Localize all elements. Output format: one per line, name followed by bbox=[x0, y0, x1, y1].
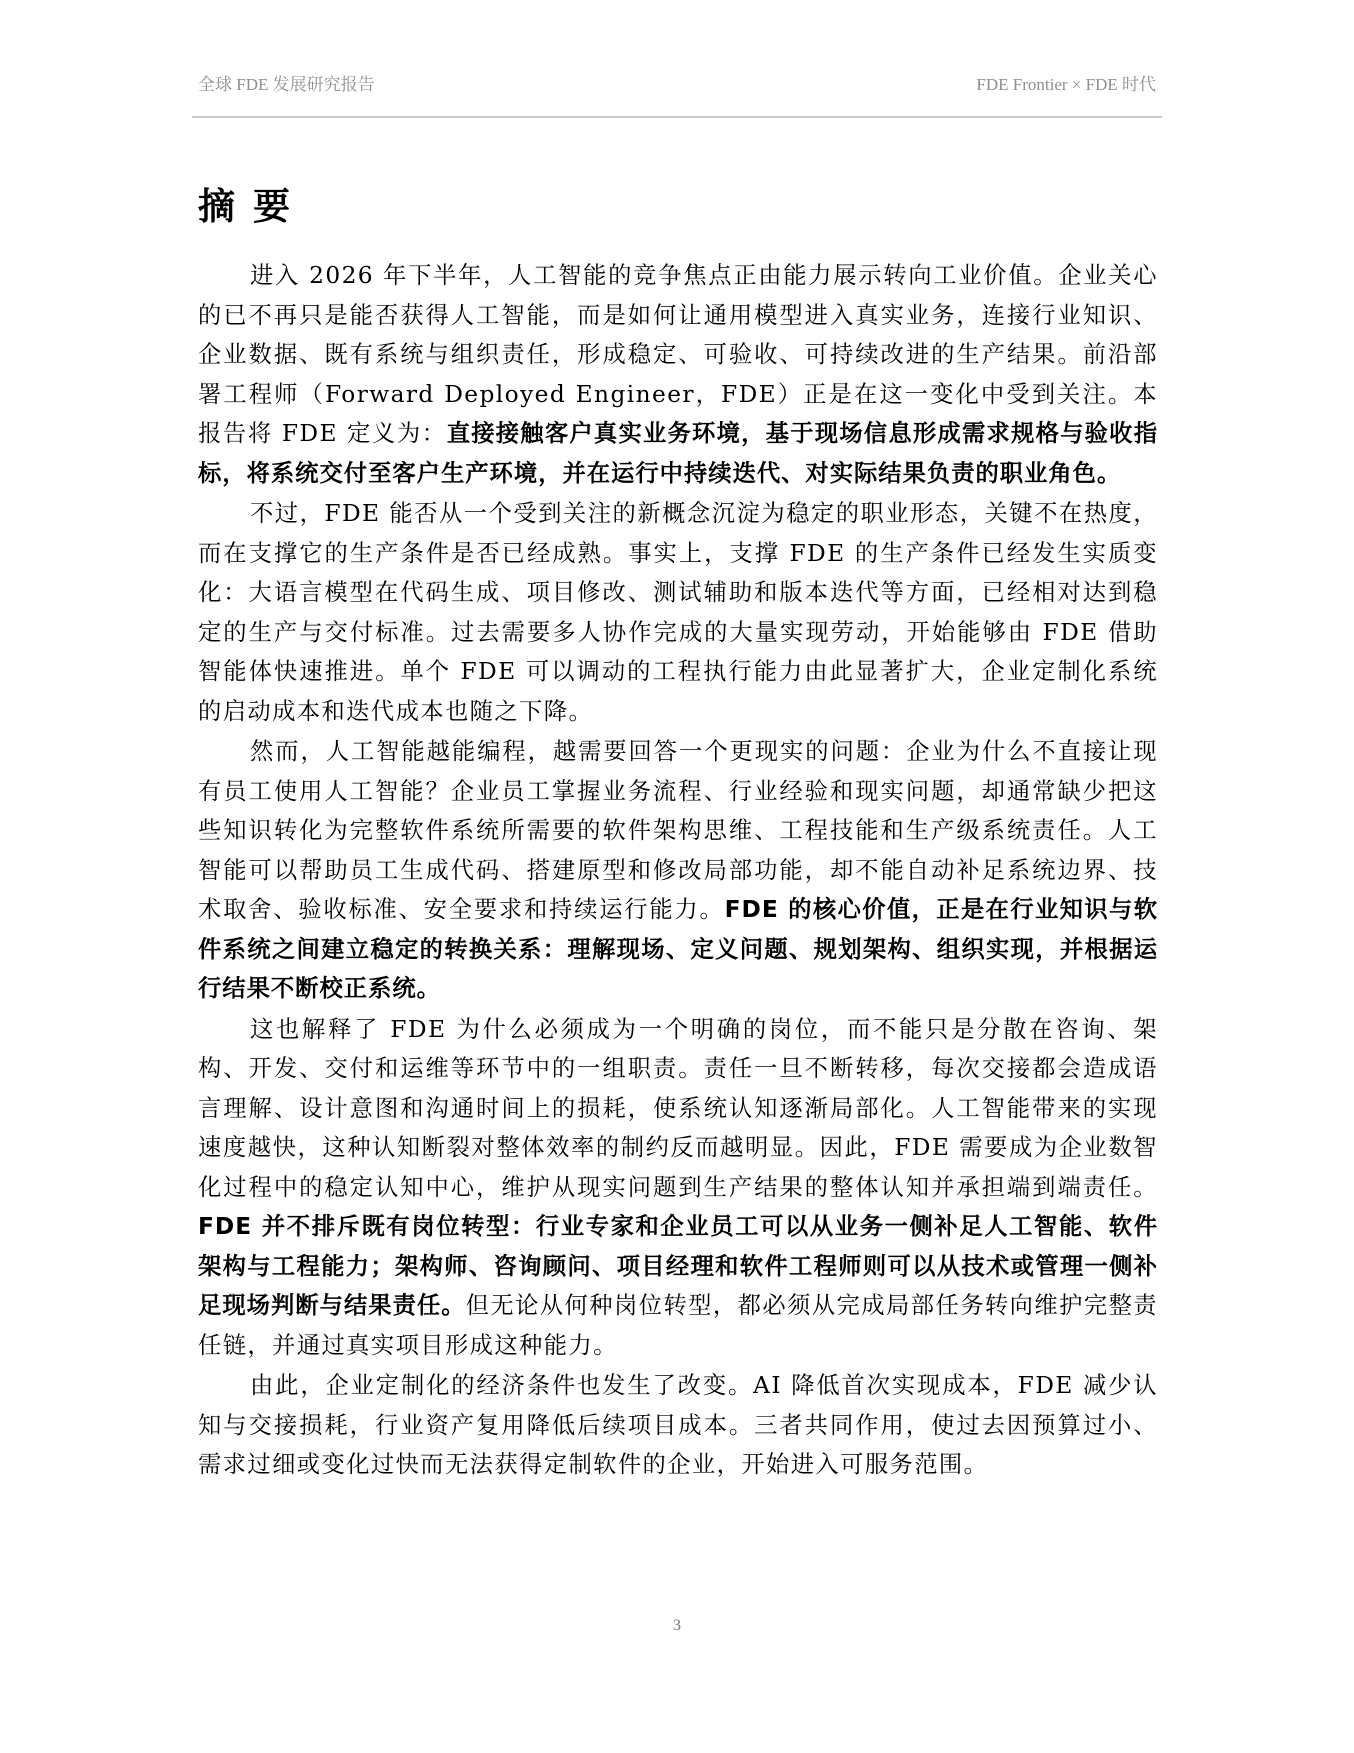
paragraph-text: 这也解释了 FDE 为什么必须成为一个明确的岗位，而不能只是分散在咨询、架构、开发、交付和运维等环节中的一组职责。责任一旦不断转移，每次交接都会造成语言理解、设计意图和沟通时间上的损耗，使系统认知逐渐局部化。人工智能带来的实现速度越快，这种认知断裂对整体效率的制约反而越明显。因此，FDE 需要成为企业数智化过程中的稳定认知中心，维护从现实问题到生产结果的整体认知并承担端到端责任。 bbox=[198, 1015, 1158, 1201]
emphasized-text: 直接接触客户真实业务环境，基于现场信息形成需求规格与验收指标，将系统交付至客户生产环境，并在运行中持续迭代、对实际结果负责的职业角色。 bbox=[198, 420, 1159, 487]
abstract-paragraph bbox=[198, 732, 1158, 1009]
paragraph-text: 然而，人工智能越能编程，越需要回答一个更现实的问题：企业为什么不直接让现有员工使用人工智能？企业员工掌握业务流程、行业经验和现实问题，却通常缺少把这些知识转化为完整软件系统所需要的软件架构思维、工程技能和生产级系统责任。人工智能可以帮助员工生成代码、搭建原型和修改局部功能，却不能自动补足系统边界、技术取舍、验收标准、安全要求和持续运行能力。 bbox=[198, 738, 1158, 923]
header-divider bbox=[192, 116, 1162, 118]
paragraph-text: 进入 2026 年下半年，人工智能的竞争焦点正由能力展示转向工业价值。企业关心的已不再只是能否获得人工智能，而是如何让通用模型进入真实业务，连接行业知识、企业数据、既有系统与组织责任，形成稳定、可验收、可持续改进的生产结果。前沿部署工程师（Forward Deployed Engineer，FDE）正是在这一变化中受到关注。本报告将 FDE 定义为： bbox=[198, 262, 1158, 447]
emphasized-text: FDE 并不排斥既有岗位转型：行业专家和企业员工可以从业务一侧补足人工智能、软件架构与工程能力；架构师、咨询顾问、项目经理和软件工程师则可以从技术或管理一侧补足现场判断与结果责任。 bbox=[198, 1213, 1158, 1319]
header-publisher: FDE Frontier × FDE 时代 bbox=[976, 74, 1156, 94]
paragraph-text: 由此，企业定制化的经济条件也发生了改变。AI 降低首次实现成本，FDE 减少认知与交接损耗，行业资产复用降低后续项目成本。三者共同作用，使过去因预算过小、需求过细或变化过快而无法获得定制软件的企业，开始进入可服务范围。 bbox=[198, 1372, 1158, 1478]
abstract-paragraph bbox=[198, 1366, 1158, 1485]
abstract-paragraph bbox=[198, 256, 1158, 493]
page-number: 3 bbox=[673, 1617, 681, 1634]
abstract-paragraph bbox=[198, 494, 1158, 731]
header-report-title: 全球 FDE 发展研究报告 bbox=[198, 74, 375, 94]
paragraph-text: 不过，FDE 能否从一个受到关注的新概念沉淀为稳定的职业形态，关键不在热度，而在支撑它的生产条件是否已经成熟。事实上，支撑 FDE 的生产条件已经发生实质变化：大语言模型在代码生成、项目修改、测试辅助和版本迭代等方面，已经相对达到稳定的生产与交付标准。过去需要多人协作完成的大量实现劳动，开始能够由 FDE 借助智能体快速推进。单个 FDE 可以调动的工程执行能力由此显著扩大，企业定制化系统的启动成本和迭代成本也随之下降。 bbox=[198, 500, 1158, 725]
abstract-body bbox=[198, 256, 1158, 1486]
abstract-paragraph bbox=[198, 1010, 1158, 1366]
running-header bbox=[198, 70, 1156, 94]
section-title: 摘要 bbox=[198, 185, 308, 228]
emphasized-text: FDE 的核心价值，正是在行业知识与软件系统之间建立稳定的转换关系：理解现场、定义问题、规划架构、组织实现，并根据运行结果不断校正系统。 bbox=[198, 896, 1159, 1002]
paragraph-text: 但无论从何种岗位转型，都必须从完成局部任务转向维护完整责任链，并通过真实项目形成这种能力。 bbox=[198, 1292, 1159, 1359]
